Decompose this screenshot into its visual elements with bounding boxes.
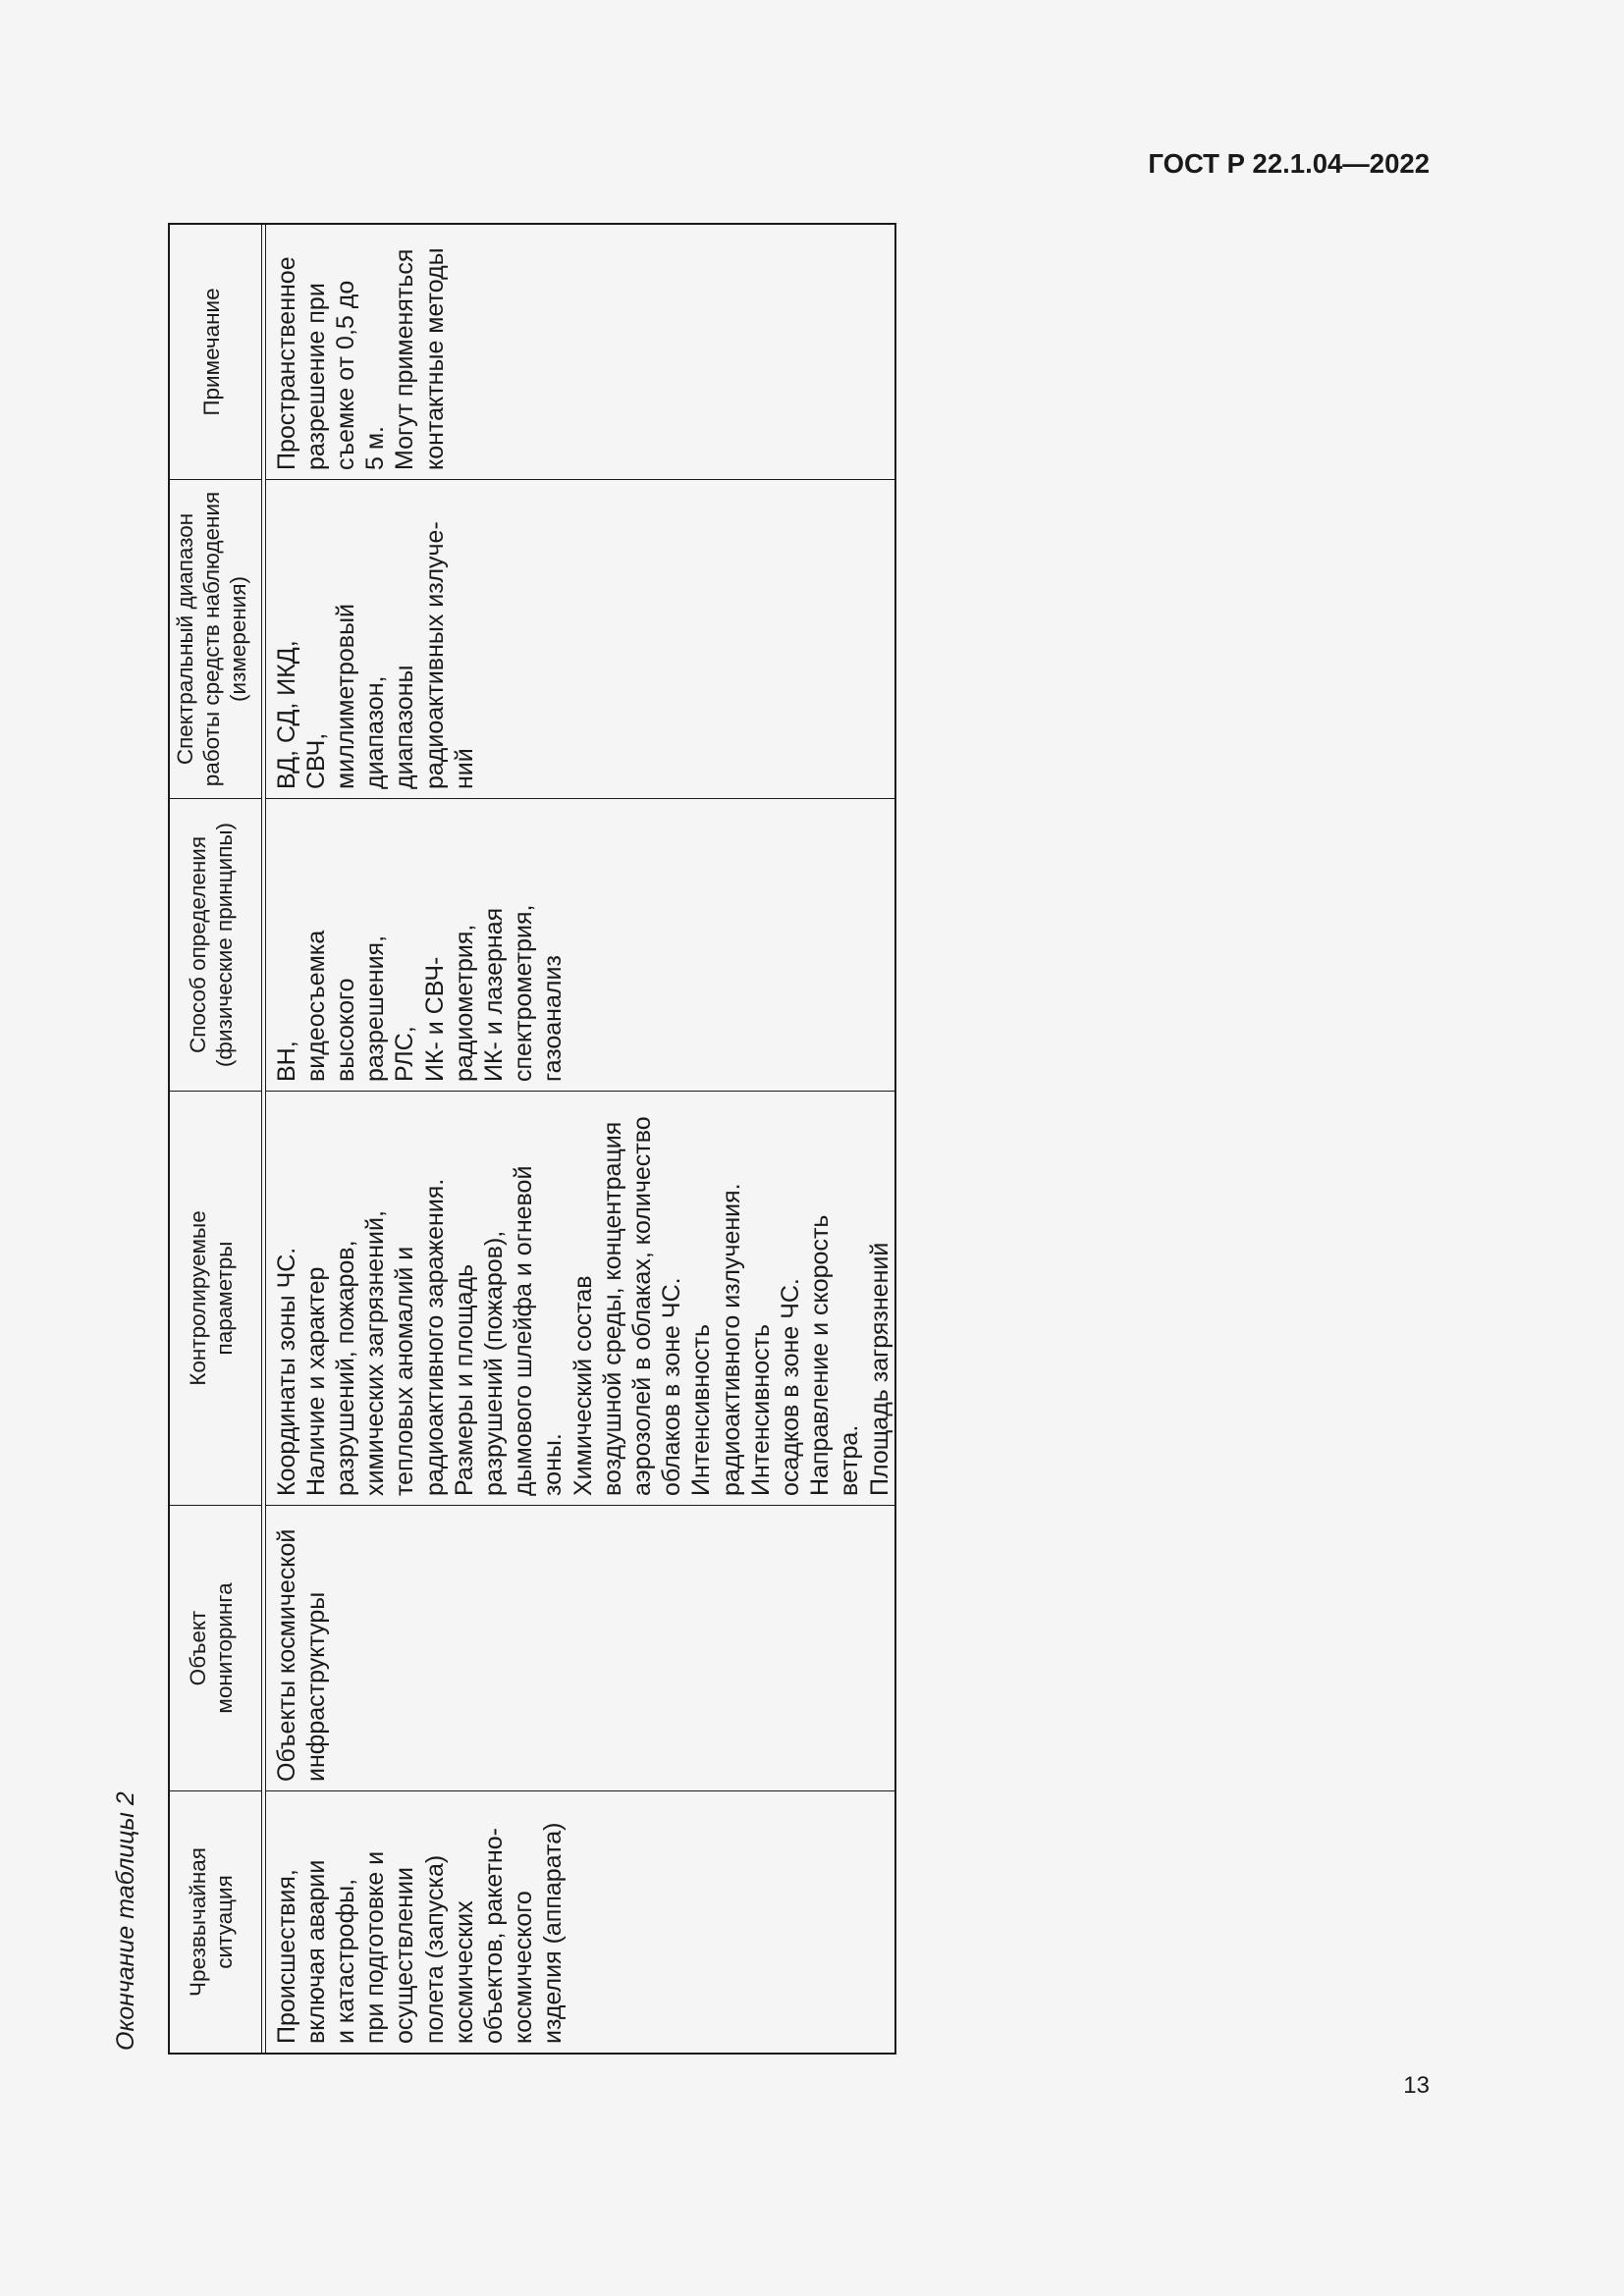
cell-line: ветра. [836,1424,864,1496]
header-line: ситуация [212,1875,238,1969]
cell-line: облаков в зоне ЧС. [658,1277,686,1496]
table-header-row [170,225,262,2053]
cell-emergency-situation [266,1791,895,2053]
cell-line: разрешения, [361,934,390,1082]
cell-line: разрушений (пожаров), [479,1230,508,1496]
cell-line: Могут применяться [391,248,419,470]
header-cell-emergency-situation [170,1791,261,2053]
cell-line: Происшествия, [272,1869,300,2044]
cell-line: разрушений, пожаров, [331,1240,359,1496]
cell-line: Интенсивность [687,1323,716,1496]
standard-code-header: ГОСТ Р 22.1.04—2022 [1148,148,1430,179]
cell-line: воздушной среды, концентрация [598,1121,626,1496]
cell-line: ний [450,748,478,789]
cell-line: осадков в зоне ЧС. [776,1278,804,1496]
cell-line: радиоактивных излуче- [420,521,449,789]
cell-line: контактные методы [420,247,449,470]
cell-line: Размеры и площадь [450,1263,478,1496]
cell-line: СВЧ, [301,732,330,789]
header-line: работы средств наблюдения [198,491,224,787]
cell-line: миллиметровый [331,603,359,789]
header-cell-note [170,225,261,480]
cell-line: Площадь загрязнений [865,1242,893,1496]
cell-line: радиоактивного заражения. [420,1178,449,1496]
cell-line: диапазон, [361,675,390,789]
cell-line: инфраструктуры [301,1591,330,1782]
cell-line: ВД, СД, ИКД, [272,640,300,789]
header-line: (измерения) [225,575,250,703]
cell-line: включая аварии [301,1859,330,2044]
cell-note [266,225,895,480]
cell-line: ИК- и лазерная [479,907,508,1082]
cell-line: Пространственное [272,256,300,470]
cell-line: осуществлении [391,1867,419,2044]
header-line: (физические принципы) [212,822,238,1068]
cell-line: при подготовке и [361,1850,390,2044]
table-data-row [265,225,895,2053]
cell-line: полета (запуска) [420,1854,449,2044]
header-line: Чрезвычайная [186,1847,211,1997]
cell-line: Наличие и характер [301,1266,330,1496]
table-2-continuation [168,223,896,2055]
cell-line: аэрозолей в облаках, количество [627,1116,656,1496]
cell-line: Направление и скорость [806,1214,835,1496]
cell-line: радиоактивного излучения. [717,1183,745,1496]
cell-line: диапазоны [391,665,419,789]
table-caption: Окончание таблицы 2 [112,1791,139,2051]
cell-line: Координаты зоны ЧС. [272,1247,300,1496]
header-cell-detection-method [170,799,261,1092]
cell-line: радиометрия, [450,924,478,1082]
cell-line: химических загрязнений, [361,1210,390,1496]
landscape-content [98,223,896,2055]
cell-line: спектрометрия, [510,904,538,1082]
header-line: Спектральный диапазон [172,512,197,766]
cell-monitoring-object [266,1506,895,1791]
cell-line: видеосъемка [301,930,330,1082]
header-line: Способ определения [186,835,211,1054]
header-cell-monitoring-object [170,1506,261,1791]
cell-line: объектов, ракетно- [479,1828,508,2044]
cell-line: газоанализ [539,955,568,1082]
cell-line: космических [450,1900,478,2044]
header-line: параметры [212,1241,238,1356]
cell-line: дымового шлейфа и огневой [510,1165,538,1496]
header-cell-spectral-range [170,480,261,799]
cell-line: зоны. [539,1433,568,1496]
cell-spectral-range [266,480,895,799]
header-line: Объект [186,1610,211,1686]
header-line: мониторинга [212,1582,238,1714]
cell-line: ИК- и СВЧ- [420,956,449,1082]
page-number: 13 [1403,2072,1430,2099]
cell-line: космического [510,1891,538,2044]
cell-line: съемке от 0,5 до [331,280,359,470]
cell-line: Интенсивность [746,1323,775,1496]
header-cell-controlled-parameters [170,1092,261,1506]
cell-line: разрешение при [301,283,330,470]
cell-line: Химический состав [568,1275,597,1496]
cell-line: ВН, [272,1041,300,1082]
cell-line: тепловых аномалий и [391,1246,419,1496]
cell-line: Объекты космической [272,1528,300,1782]
header-line: Контролируемые [186,1210,211,1386]
cell-controlled-parameters [266,1092,895,1506]
cell-line: РЛС, [391,1026,419,1082]
cell-line: высокого [331,978,359,1082]
cell-line: и катастрофы, [331,1878,359,2044]
header-line: Примечание [198,288,224,416]
cell-line: изделия (аппарата) [539,1822,568,2044]
cell-line: 5 м. [361,426,390,470]
cell-detection-method [266,799,895,1092]
rotated-landscape-area [98,223,896,2055]
